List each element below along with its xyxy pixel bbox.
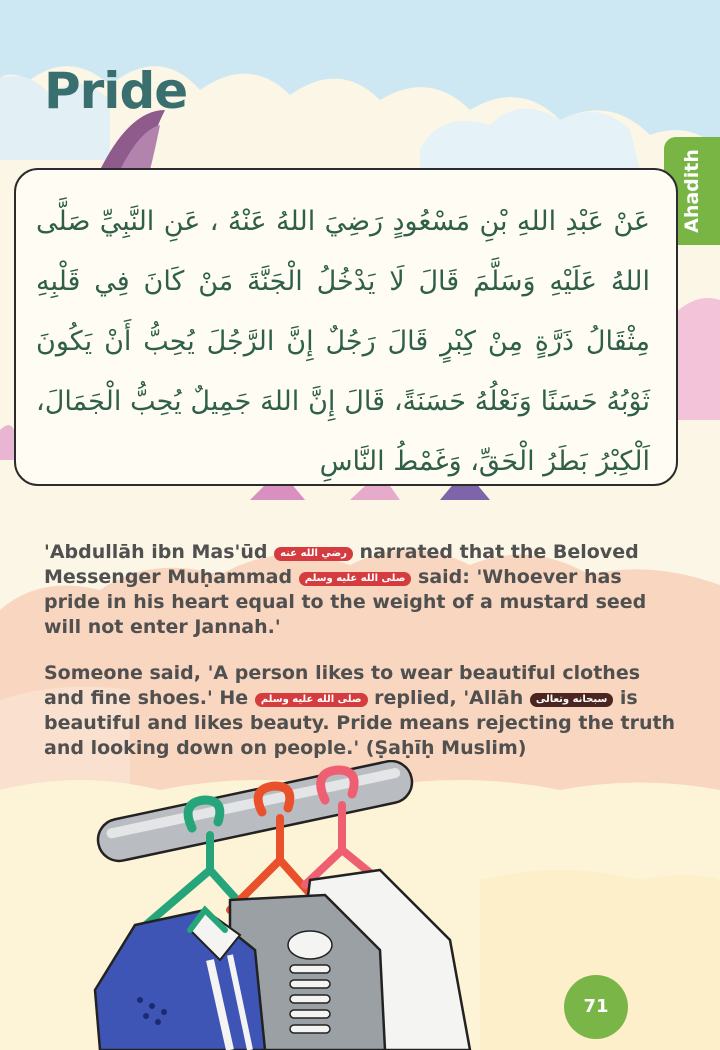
page-title: Pride	[44, 62, 188, 120]
translation-text: narrated that the Beloved Messenger Muḥammad	[44, 541, 639, 588]
section-tab-label: Ahadith	[681, 149, 703, 233]
page-number: 71	[564, 975, 628, 1039]
honorific-badge: رضي الله عنه	[274, 547, 353, 561]
explanation-paragraph	[44, 661, 684, 761]
clothes-rack-illustration	[80, 760, 500, 1050]
hadith-arabic-text: عَنْ عَبْدِ اللهِ بْنِ مَسْعُودٍ رَضِيَ اللهُ عَنْهُ ، عَنِ النَّبِيِّ صَلَّى اللهُ عَلَيْهِ وَسَلَّمَ قَالَ لَا يَدْخُلُ الْجَنَّةَ مَنْ كَانَ فِي قَلْبِهِ مِثْقَالُ ذَرَّةٍ مِنْ كِبْرٍ قَالَ رَجُلٌ إِنَّ الرَّجُلَ يُحِبُّ أَنْ يَكُونَ ثَوْبُهُ حَسَنًا وَنَعْلُهُ حَسَنَةً، قَالَ إِنَّ اللهَ جَمِيلٌ يُحِبُّ الْجَمَالَ، اَلْكِبْرُ بَطَرُ الْحَقِّ، وَغَمْطُ النَّاسِ	[36, 206, 650, 477]
translation-text: 'Abdullāh ibn Mas'ūd	[44, 541, 268, 563]
honorific-badge: سبحانه وتعالى	[530, 693, 613, 707]
explanation-text: Someone said, 'A person likes to wear beautiful clothes and fine shoes.' He	[44, 662, 641, 709]
explanation-text: is beautiful and likes beauty. Pride means rejecting the truth and looking down on people.' (Ṣaḥīḥ Muslim)	[44, 687, 676, 759]
translation-paragraph	[44, 540, 684, 640]
honorific-badge: صلى الله عليه وسلم	[299, 572, 412, 586]
explanation-text: replied, 'Allāh	[374, 687, 524, 709]
translation-text: said: 'Whoever has pride in his heart equal to the weight of a mustard seed will not enter Jannah.'	[44, 566, 647, 638]
honorific-badge: صلى الله عليه وسلم	[255, 693, 368, 707]
hadith-arabic-box	[14, 168, 678, 486]
